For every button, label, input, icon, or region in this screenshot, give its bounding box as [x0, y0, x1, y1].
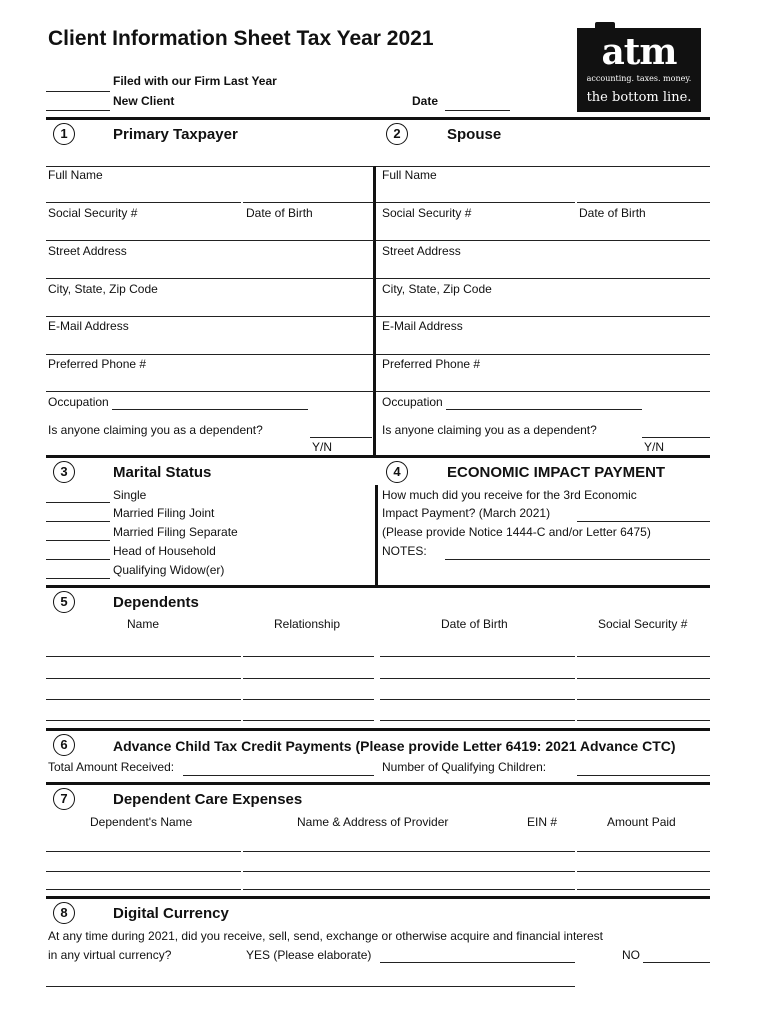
- spouse-ssn-label: Social Security #: [382, 206, 472, 220]
- logo-sub: accounting. taxes. money.: [586, 74, 692, 83]
- marital-option: Married Filing Joint: [113, 506, 215, 520]
- primary-dob-label: Date of Birth: [246, 206, 313, 220]
- section-title-eip: ECONOMIC IMPACT PAYMENT: [447, 464, 666, 481]
- spouse-phone-field[interactable]: [376, 391, 710, 392]
- care-col-provider: Name & Address of Provider: [297, 815, 449, 829]
- primary-street-field[interactable]: [46, 278, 374, 279]
- divider: [46, 117, 710, 120]
- date-field[interactable]: [445, 110, 510, 111]
- spouse-email-field[interactable]: [376, 354, 710, 355]
- marital-hoh-blank[interactable]: [46, 559, 110, 560]
- crypto-no-field[interactable]: [643, 962, 710, 963]
- dependent-name-field[interactable]: [46, 656, 241, 657]
- primary-city-label: City, State, Zip Code: [48, 282, 158, 296]
- dependent-relationship-field[interactable]: [243, 678, 374, 679]
- spouse-city-field[interactable]: [376, 316, 710, 317]
- section-title-spouse: Spouse: [447, 126, 502, 143]
- eip-question-line1: How much did you receive for the 3rd Economic: [382, 488, 637, 502]
- eip-amount-field[interactable]: [577, 521, 710, 522]
- column-divider: [373, 166, 376, 456]
- spouse-street-label: Street Address: [382, 244, 461, 258]
- primary-dependent-question: Is anyone claiming you as a dependent?: [48, 423, 263, 437]
- marital-option: Single: [113, 488, 147, 502]
- primary-yn-field[interactable]: [310, 437, 372, 438]
- ctc-total-field[interactable]: [183, 775, 374, 776]
- crypto-question-line2: in any virtual currency?: [48, 948, 172, 962]
- new-client-label: New Client: [113, 94, 175, 108]
- dependents-col-relationship: Relationship: [274, 617, 341, 631]
- dependents-col-dob: Date of Birth: [441, 617, 508, 631]
- dependent-ssn-field[interactable]: [577, 656, 710, 657]
- primary-street-label: Street Address: [48, 244, 127, 258]
- spouse-occupation-field[interactable]: [446, 409, 642, 410]
- dependent-name-field[interactable]: [46, 699, 241, 700]
- spouse-email-label: E-Mail Address: [382, 319, 463, 333]
- divider: [46, 896, 710, 899]
- dependent-dob-field[interactable]: [380, 699, 575, 700]
- care-amount-field[interactable]: [577, 889, 710, 890]
- section-number-1: 1: [53, 123, 75, 145]
- marital-mfj-blank[interactable]: [46, 521, 110, 522]
- dependent-name-field[interactable]: [46, 678, 241, 679]
- marital-option: Married Filing Separate: [113, 525, 238, 539]
- page-title: Client Information Sheet Tax Year 2021: [48, 27, 434, 50]
- section-title-primary: Primary Taxpayer: [113, 126, 238, 143]
- filed-label: Filed with our Firm Last Year: [113, 74, 277, 88]
- primary-city-field[interactable]: [46, 316, 374, 317]
- divider: [46, 455, 710, 458]
- primary-phone-field[interactable]: [46, 391, 374, 392]
- spouse-dob-top: [577, 202, 710, 203]
- care-col-dependent: Dependent's Name: [90, 815, 193, 829]
- spouse-full-name-field[interactable]: [376, 202, 575, 203]
- care-provider-field[interactable]: [243, 889, 575, 890]
- logo-tagline: the bottom line.: [586, 90, 692, 105]
- spouse-phone-label: Preferred Phone #: [382, 357, 481, 371]
- crypto-no-label: NO: [622, 948, 640, 962]
- section-number-8: 8: [53, 902, 75, 924]
- primary-full-name-label: Full Name: [48, 168, 103, 182]
- spouse-full-name-label: Full Name: [382, 168, 437, 182]
- date-label: Date: [412, 94, 439, 108]
- care-provider-field[interactable]: [243, 871, 575, 872]
- divider: [46, 585, 710, 588]
- spouse-ssn-field[interactable]: [376, 240, 710, 241]
- spouse-yn-field[interactable]: [642, 437, 710, 438]
- spouse-dob-label: Date of Birth: [579, 206, 646, 220]
- care-dependent-field[interactable]: [46, 889, 241, 890]
- logo-tab: [595, 22, 615, 30]
- eip-question-line2: Impact Payment? (March 2021): [382, 506, 551, 520]
- divider: [46, 728, 710, 731]
- primary-email-field[interactable]: [46, 354, 374, 355]
- care-col-amount: Amount Paid: [607, 815, 676, 829]
- section-title-advance-ctc: Advance Child Tax Credit Payments (Please provide Letter 6419: 2021 Advance CTC): [113, 738, 676, 754]
- ctc-children-field[interactable]: [577, 775, 710, 776]
- dependent-name-field[interactable]: [46, 720, 241, 721]
- care-dependent-field[interactable]: [46, 871, 241, 872]
- primary-email-label: E-Mail Address: [48, 319, 129, 333]
- primary-dob-top: [243, 202, 374, 203]
- spouse-city-label: City, State, Zip Code: [382, 282, 492, 296]
- line: [376, 166, 710, 167]
- section-number-7: 7: [53, 788, 75, 810]
- dependent-relationship-field[interactable]: [243, 656, 374, 657]
- section-number-6: 6: [53, 734, 75, 756]
- dependent-dob-field[interactable]: [380, 720, 575, 721]
- new-client-blank[interactable]: [46, 110, 110, 111]
- primary-yn-label: Y/N: [312, 440, 333, 454]
- care-col-ein: EIN #: [527, 815, 558, 829]
- eip-notes-field[interactable]: [445, 559, 710, 560]
- section-number-4: 4: [386, 461, 408, 483]
- line: [46, 166, 374, 167]
- section-title-digital-currency: Digital Currency: [113, 905, 229, 922]
- filed-blank[interactable]: [46, 91, 110, 92]
- primary-occupation-field[interactable]: [112, 409, 308, 410]
- dependent-dob-field[interactable]: [380, 656, 575, 657]
- marital-option: Head of Household: [113, 544, 216, 558]
- dependent-dob-field[interactable]: [380, 678, 575, 679]
- section-title-dependents: Dependents: [113, 594, 199, 611]
- eip-question-line3: (Please provide Notice 1444-C and/or Letter 6475): [382, 525, 651, 539]
- eip-notes-label: NOTES:: [382, 544, 427, 558]
- marital-single-blank[interactable]: [46, 502, 110, 503]
- logo-main: atm: [601, 31, 677, 73]
- column-divider: [375, 485, 378, 585]
- primary-ssn-field[interactable]: [46, 240, 374, 241]
- section-title-marital: Marital Status: [113, 464, 212, 481]
- spouse-occupation-label: Occupation: [382, 395, 443, 409]
- primary-phone-label: Preferred Phone #: [48, 357, 147, 371]
- dependent-ssn-field[interactable]: [577, 678, 710, 679]
- crypto-yes-label: YES (Please elaborate): [246, 948, 372, 962]
- section-number-2: 2: [386, 123, 408, 145]
- section-title-dependent-care: Dependent Care Expenses: [113, 791, 303, 808]
- primary-full-name-field[interactable]: [46, 202, 241, 203]
- marital-option: Qualifying Widow(er): [113, 563, 225, 577]
- divider: [46, 782, 710, 785]
- marital-qw-blank[interactable]: [46, 578, 110, 579]
- crypto-elaborate-field[interactable]: [46, 986, 575, 987]
- dependents-col-ssn: Social Security #: [598, 617, 688, 631]
- section-number-3: 3: [53, 461, 75, 483]
- marital-mfs-blank[interactable]: [46, 540, 110, 541]
- dependent-relationship-field[interactable]: [243, 720, 374, 721]
- dependents-col-name: Name: [127, 617, 160, 631]
- crypto-yes-field[interactable]: [380, 962, 575, 963]
- primary-ssn-label: Social Security #: [48, 206, 138, 220]
- primary-occupation-label: Occupation: [48, 395, 109, 409]
- spouse-dependent-question: Is anyone claiming you as a dependent?: [382, 423, 597, 437]
- dependent-ssn-field[interactable]: [577, 699, 710, 700]
- ctc-children-label: Number of Qualifying Children:: [382, 760, 547, 774]
- care-amount-field[interactable]: [577, 871, 710, 872]
- spouse-yn-label: Y/N: [644, 440, 665, 454]
- care-provider-field[interactable]: [243, 851, 575, 852]
- section-number-5: 5: [53, 591, 75, 613]
- care-dependent-field[interactable]: [46, 851, 241, 852]
- crypto-question: At any time during 2021, did you receive, sell, send, exchange or otherwise acquire and financial interest: [48, 929, 603, 943]
- ctc-total-label: Total Amount Received:: [48, 760, 175, 774]
- dependent-relationship-field[interactable]: [243, 699, 374, 700]
- company-logo: [577, 28, 701, 112]
- care-amount-field[interactable]: [577, 851, 710, 852]
- dependent-ssn-field[interactable]: [577, 720, 710, 721]
- spouse-street-field[interactable]: [376, 278, 710, 279]
